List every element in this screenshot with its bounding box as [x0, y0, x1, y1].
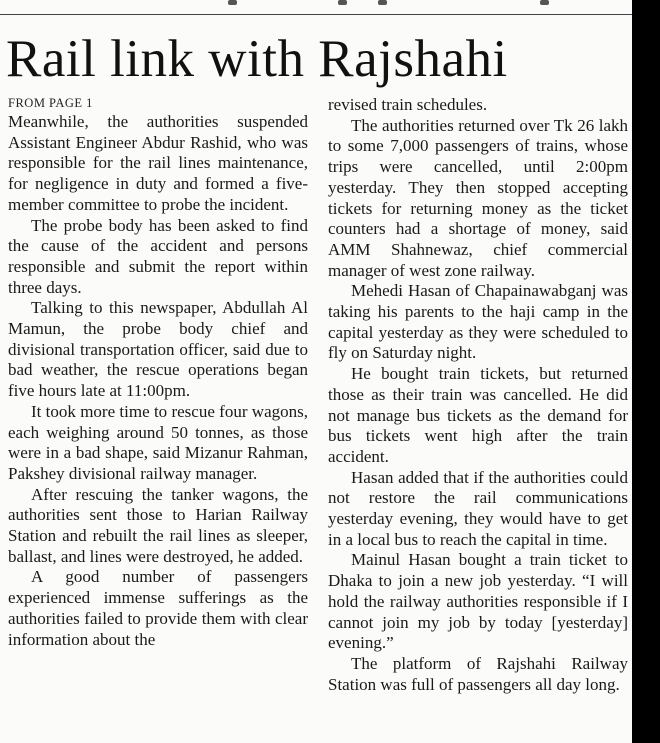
- paragraph: A good number of passengers experienced immense sufferings as the authorities failed to provide them with clear information about the: [8, 567, 308, 649]
- scan-edge-bar: [632, 0, 660, 743]
- left-column: [8, 95, 308, 650]
- paragraph: He bought train tickets, but returned those as their train was cancelled. He did not manage bus tickets as the demand for bus tickets went high after the train accident.: [328, 364, 628, 466]
- right-column: [328, 95, 628, 695]
- top-rule: [0, 14, 632, 15]
- paragraph: Talking to this newspaper, Abdullah Al Mamun, the probe body chief and divisional transportation officer, said due to bad weather, the rescue operations began five hours late at 11:00pm.: [8, 298, 308, 401]
- headline: Rail link with Rajshahi: [6, 30, 508, 88]
- kicker: FROM PAGE 1: [8, 96, 93, 110]
- paragraph: Meanwhile, the authorities suspended Assistant Engineer Abdur Rashid, who was responsible for the rail lines maintenance, for negligence in duty and formed a five-member committee to probe the incident.: [8, 112, 308, 214]
- clipped-previous-text: [0, 0, 632, 6]
- paragraph: It took more time to rescue four wagons, each weighing around 50 tonnes, as those were in a bad shape, said Mizanur Rahman, Pakshey divisional railway manager.: [8, 401, 308, 483]
- paragraph: Mainul Hasan bought a train ticket to Dhaka to join a new job yesterday. “I will hold the railway authorities responsible if I cannot join my job by today [yesterday] evening.”: [328, 550, 628, 653]
- paragraph: The authorities returned over Tk 26 lakh to some 7,000 passengers of trains, whose trips were cancelled, until 2:00pm yesterday. They then stopped accepting tickets for returning money as the ticket counters had a shortage of money, said AMM Shahnewaz, chief commercial manager of west zone railway.: [328, 115, 628, 280]
- paragraph: revised train schedules.: [328, 95, 488, 114]
- paragraph: The platform of Rajshahi Railway Station was full of passengers all day long.: [328, 653, 628, 694]
- paragraph: After rescuing the tanker wagons, the authorities sent those to Harian Railway Station and rebuilt the rail lines as sleeper, ballast, and lines were destroyed, he added.: [8, 484, 308, 566]
- paragraph: The probe body has been asked to find the cause of the accident and persons responsible and submit the report within three days.: [8, 215, 308, 297]
- paragraph: Hasan added that if the authorities could not restore the rail communications yesterday evening, they would have to get in a local bus to reach the capital in time.: [328, 467, 628, 549]
- paragraph: Mehedi Hasan of Chapainawabganj was taking his parents to the haji camp in the capital yesterday as they were scheduled to fly on Saturday night.: [328, 281, 628, 363]
